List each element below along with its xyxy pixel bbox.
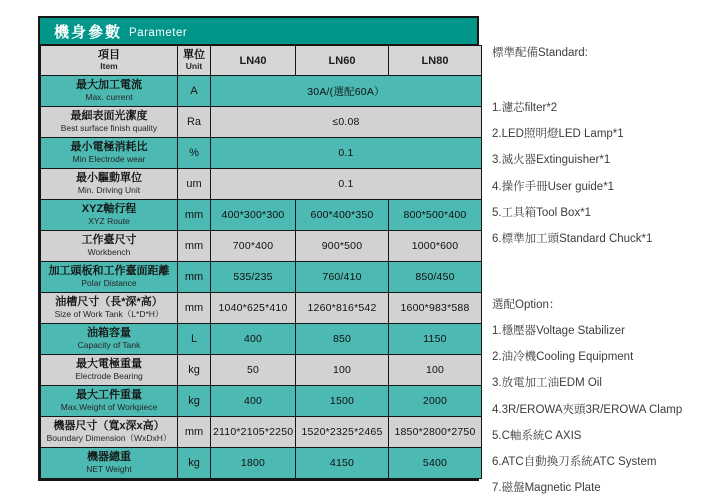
value-cell-ln80: 800*500*400 bbox=[389, 200, 482, 231]
list-item: 5.C軸系統C AXIS bbox=[492, 429, 582, 442]
unit-cell: kg bbox=[178, 355, 211, 386]
value-cell-ln60: 900*500 bbox=[296, 231, 389, 262]
item-label-en: Min Electrode wear bbox=[72, 153, 146, 164]
item-label-zh: 最小驅動單位 bbox=[76, 172, 142, 185]
value-cell-ln40: 2110*2105*2250 bbox=[211, 417, 296, 448]
unit-cell: L bbox=[178, 324, 211, 355]
item-cell bbox=[41, 138, 178, 169]
item-label-zh: 油箱容量 bbox=[87, 327, 131, 340]
value-cell-ln60: 850 bbox=[296, 324, 389, 355]
item-label-en: Best surface finish quality bbox=[60, 122, 158, 133]
spec-grid bbox=[40, 45, 482, 479]
item-cell bbox=[41, 355, 178, 386]
item-label-zh: XYZ軸行程 bbox=[81, 203, 137, 216]
value-cell-ln60: 600*400*350 bbox=[296, 200, 389, 231]
value-cell-ln80: 1600*983*588 bbox=[389, 293, 482, 324]
item-label-zh: 最大加工電流 bbox=[76, 79, 142, 92]
value-cell-ln80: 5400 bbox=[389, 448, 482, 479]
column-header-item-zh: 項目 bbox=[98, 48, 120, 61]
list-item: 6.標準加工頭Standard Chuck*1 bbox=[492, 233, 653, 246]
item-label-zh: 最細表面光潔度 bbox=[70, 110, 148, 123]
column-header-item bbox=[41, 46, 178, 76]
value-cell-ln60: 4150 bbox=[296, 448, 389, 479]
unit-cell: Ra bbox=[178, 107, 211, 138]
table-title-zh: 機身參數 bbox=[54, 23, 123, 41]
table-row bbox=[41, 324, 482, 355]
column-header-item-en: Item bbox=[100, 61, 118, 72]
item-cell bbox=[41, 262, 178, 293]
value-cell-ln80: 2000 bbox=[389, 386, 482, 417]
item-cell bbox=[41, 417, 178, 448]
item-label-en: Electrode Bearing bbox=[75, 370, 143, 381]
option-list bbox=[492, 318, 710, 501]
list-item: 3.滅火器Extinguisher*1 bbox=[492, 154, 611, 167]
item-label-en: Max.Weight of Workpiece bbox=[60, 401, 158, 412]
list-item: 5.工具箱Tool Box*1 bbox=[492, 206, 592, 219]
value-cell-ln40: 50 bbox=[211, 355, 296, 386]
column-header-ln80: LN80 bbox=[389, 46, 482, 76]
value-cell-ln60: 100 bbox=[296, 355, 389, 386]
value-cell-ln80: 850/450 bbox=[389, 262, 482, 293]
value-cell-ln60: 1500 bbox=[296, 386, 389, 417]
value-cell-ln40: 400*300*300 bbox=[211, 200, 296, 231]
column-header-unit-zh: 單位 bbox=[183, 48, 205, 61]
column-header-unit bbox=[178, 46, 211, 76]
unit-cell: mm bbox=[178, 417, 211, 448]
table-row bbox=[41, 107, 482, 138]
value-cell-all-models: ≤0.08 bbox=[211, 107, 482, 138]
value-cell-all-models: 0.1 bbox=[211, 169, 482, 200]
unit-cell: um bbox=[178, 169, 211, 200]
table-row bbox=[41, 231, 482, 262]
table-row bbox=[41, 76, 482, 107]
list-item: 7.磁盤Magnetic Plate bbox=[492, 482, 601, 495]
item-label-zh: 油槽尺寸（長*深*高） bbox=[55, 296, 163, 309]
unit-cell: mm bbox=[178, 262, 211, 293]
item-label-zh: 加工頭板和工作臺面距離 bbox=[48, 265, 170, 278]
accessories-panel bbox=[492, 40, 710, 495]
item-label-zh: 機器尺寸（寬x深x高） bbox=[53, 420, 165, 433]
value-cell-ln80: 100 bbox=[389, 355, 482, 386]
list-item: 1.濾芯filter*2 bbox=[492, 102, 558, 114]
option-heading: 選配Option： bbox=[492, 299, 561, 311]
item-cell bbox=[41, 448, 178, 479]
table-row bbox=[41, 138, 482, 169]
value-cell-ln80: 1150 bbox=[389, 324, 482, 355]
item-label-en: Min. Driving Unit bbox=[77, 184, 141, 195]
item-cell bbox=[41, 293, 178, 324]
item-cell bbox=[41, 231, 178, 262]
list-item: 4.3R/EROWA夾頭3R/EROWA Clamp bbox=[492, 403, 683, 416]
option-block bbox=[492, 292, 710, 501]
item-label-en: XYZ Route bbox=[88, 215, 130, 226]
item-cell bbox=[41, 76, 178, 107]
unit-cell: % bbox=[178, 138, 211, 169]
item-label-en: Max. current bbox=[85, 91, 133, 102]
column-header-unit-en: Unit bbox=[185, 61, 203, 72]
table-body bbox=[41, 76, 482, 479]
item-label-en: Polar Distance bbox=[81, 277, 137, 288]
value-cell-ln40: 700*400 bbox=[211, 231, 296, 262]
value-cell-ln40: 535/235 bbox=[211, 262, 296, 293]
list-item: 3.放電加工油EDM Oil bbox=[492, 377, 602, 390]
value-cell-ln60: 1520*2325*2465 bbox=[296, 417, 389, 448]
standard-list bbox=[492, 95, 710, 252]
value-cell-ln60: 1260*816*542 bbox=[296, 293, 389, 324]
item-cell bbox=[41, 107, 178, 138]
table-row bbox=[41, 293, 482, 324]
value-cell-ln40: 1040*625*410 bbox=[211, 293, 296, 324]
item-label-zh: 最大電極重量 bbox=[76, 358, 142, 371]
list-item: 6.ATC自動換刀系統ATC System bbox=[492, 456, 657, 469]
list-item: 2.油冷機Cooling Equipment bbox=[492, 351, 634, 364]
value-cell-ln60: 760/410 bbox=[296, 262, 389, 293]
item-label-zh: 工作臺尺寸 bbox=[81, 234, 137, 247]
table-row bbox=[41, 448, 482, 479]
unit-cell: A bbox=[178, 76, 211, 107]
value-cell-ln40: 400 bbox=[211, 386, 296, 417]
value-cell-all-models: 0.1 bbox=[211, 138, 482, 169]
unit-cell: kg bbox=[178, 448, 211, 479]
column-header-ln60: LN60 bbox=[296, 46, 389, 76]
list-item: 2.LED照明燈LED Lamp*1 bbox=[492, 128, 624, 141]
item-label-zh: 最小電極消耗比 bbox=[70, 141, 148, 154]
table-row bbox=[41, 262, 482, 293]
standard-heading: 標準配備Standard: bbox=[492, 47, 588, 59]
item-label-zh: 機器總重 bbox=[87, 451, 131, 464]
item-cell bbox=[41, 200, 178, 231]
item-label-en: Capacity of Tank bbox=[77, 339, 141, 350]
unit-cell: mm bbox=[178, 231, 211, 262]
column-header-ln40: LN40 bbox=[211, 46, 296, 76]
table-row bbox=[41, 355, 482, 386]
table-row bbox=[41, 200, 482, 231]
item-label-en: Workbench bbox=[87, 246, 131, 257]
item-cell bbox=[41, 324, 178, 355]
unit-cell: kg bbox=[178, 386, 211, 417]
item-cell bbox=[41, 386, 178, 417]
value-cell-all-models: 30A/(選配60A） bbox=[211, 76, 482, 107]
table-title-bar bbox=[40, 18, 477, 45]
value-cell-ln80: 1000*600 bbox=[389, 231, 482, 262]
value-cell-ln80: 1850*2800*2750 bbox=[389, 417, 482, 448]
item-label-zh: 最大工件重量 bbox=[76, 389, 142, 402]
value-cell-ln40: 400 bbox=[211, 324, 296, 355]
table-title-en: Parameter bbox=[129, 27, 188, 39]
unit-cell: mm bbox=[178, 200, 211, 231]
unit-cell: mm bbox=[178, 293, 211, 324]
table-row bbox=[41, 417, 482, 448]
item-label-en: Boundary Dimension（WxDxH） bbox=[46, 432, 172, 443]
table-row bbox=[41, 386, 482, 417]
item-label-en: NET Weight bbox=[86, 463, 132, 474]
table-row bbox=[41, 169, 482, 200]
parameter-table bbox=[38, 16, 479, 481]
list-item: 1.穩壓器Voltage Stabilizer bbox=[492, 325, 625, 337]
item-label-en: Size of Work Tank（L*D*H） bbox=[54, 308, 164, 319]
header-row bbox=[41, 46, 482, 76]
value-cell-ln40: 1800 bbox=[211, 448, 296, 479]
item-cell bbox=[41, 169, 178, 200]
list-item: 4.操作手冊User guide*1 bbox=[492, 180, 615, 193]
